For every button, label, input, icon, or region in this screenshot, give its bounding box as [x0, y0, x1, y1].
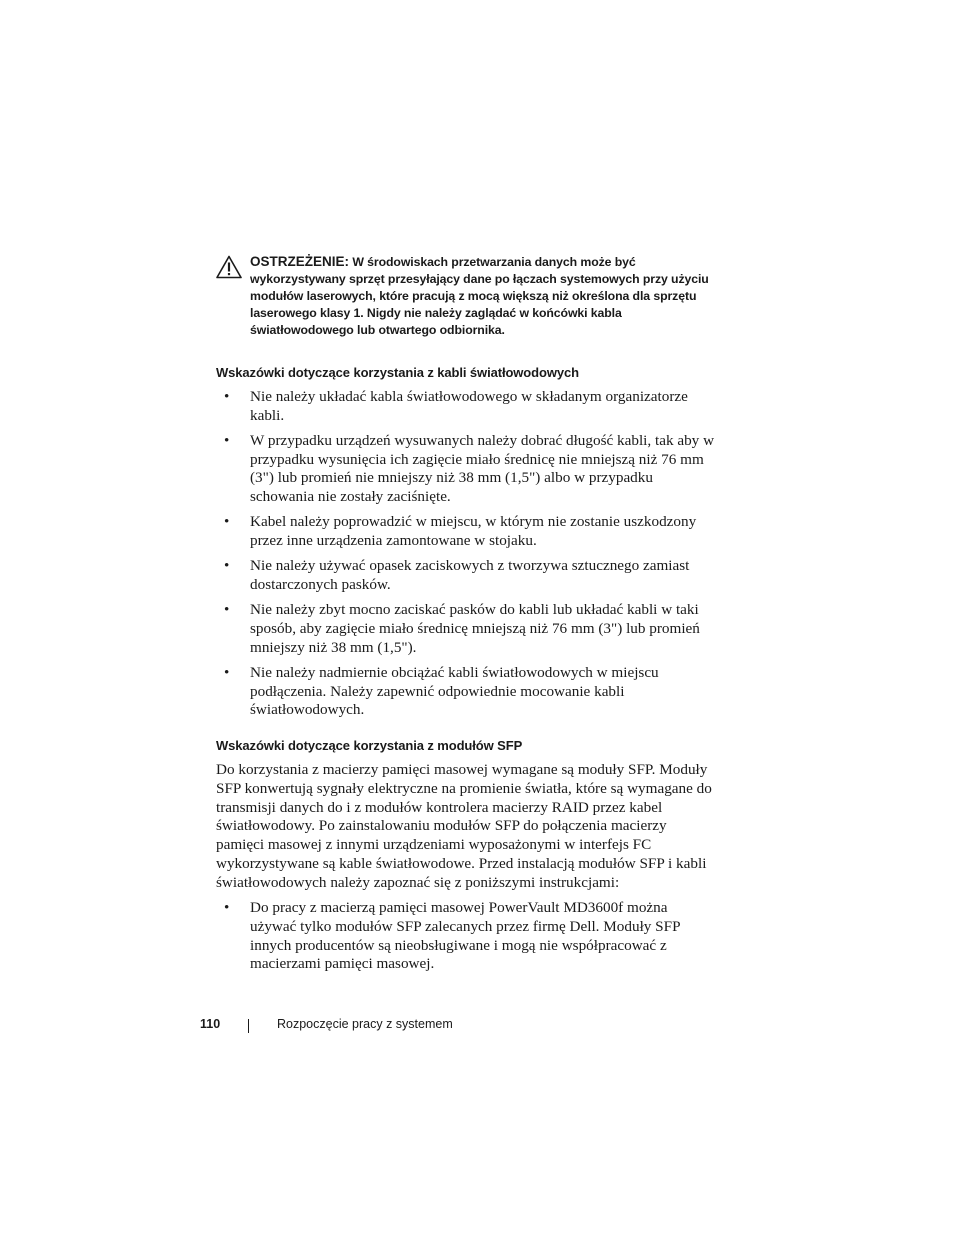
- warning-text: [250, 253, 716, 339]
- bullet-icon: •: [224, 557, 230, 575]
- section-heading-fiber-cables: Wskazówki dotyczące korzystania z kabli światłowodowych: [216, 365, 579, 380]
- sfp-intro-paragraph: Do korzystania z macierzy pamięci masowej wymagane są moduły SFP. Moduły SFP konwertują sygnały elektryczne na promienie światła, które są wymagane do transmisji danych do i z modułów kontrolera macierzy RAID przez kabel światłowodowy. Po zainstalowaniu modułów SFP do połączenia macierzy pamięci masowej z innymi urządzeniami wyposażonymi w interfejs FC wykorzystywane są kable światłowodowe. Przed instalacją modułów SFP i kabli światłowodowych należy zapoznać się z poniższymi instrukcjami:: [216, 761, 712, 891]
- list-item: [216, 601, 716, 657]
- fiber-cable-guidelines-list: [216, 388, 716, 727]
- bullet-icon: •: [224, 663, 230, 681]
- list-item: [216, 388, 716, 426]
- bullet-icon: •: [224, 899, 230, 916]
- list-item-text: Nie należy używać opasek zaciskowych z tworzywa sztucznego zamiast dostarczonych pasków.: [250, 557, 690, 594]
- section-heading-sfp-modules: Wskazówki dotyczące korzystania z modułów SFP: [216, 738, 523, 753]
- sfp-guidelines-list: [216, 899, 716, 980]
- list-item-text: W przypadku urządzeń wysuwanych należy dobrać długość kabli, tak aby w przypadku wysunięcia ich zagięcie miało średnicę nie mniejszą niż 76 mm (3") lub promień nie mniejszy niż 38 mm (1,5") albo w przypadku schowania nie zostały zaciśnięte.: [250, 431, 715, 506]
- warning-notice: [216, 253, 716, 339]
- footer-chapter-title: Rozpoczęcie pracy z systemem: [277, 1017, 453, 1031]
- bullet-icon: •: [224, 431, 230, 449]
- page-number: 110: [200, 1017, 221, 1031]
- list-item-text: Nie należy układać kabla światłowodowego w składanym organizatorze kabli.: [250, 388, 688, 424]
- footer-divider: [248, 1019, 249, 1033]
- list-item-text: Nie należy nadmiernie obciążać kabli światłowodowych w miejscu podłączenia. Należy zapewnić odpowiednie mocowanie kabli światłowodowych.: [250, 663, 659, 719]
- list-item-text: Kabel należy poprowadzić w miejscu, w którym nie zostanie uszkodzony przez inne urządzenia zamontowane w stojaku.: [250, 513, 697, 550]
- list-item: [216, 899, 716, 974]
- list-item-text: Nie należy zbyt mocno zaciskać pasków do kabli lub układać kabli w taki sposób, aby zagięcie miało średnicę mniejszą niż 76 mm (3") lub promień mniejszy niż 38 mm (1,5").: [250, 601, 700, 656]
- warning-label: OSTRZEŻENIE:: [250, 254, 350, 269]
- bullet-icon: •: [224, 513, 230, 531]
- list-item: [216, 513, 716, 551]
- list-item: [216, 664, 716, 720]
- bullet-icon: •: [224, 601, 230, 619]
- warning-body: W środowiskach przetwarzania danych może być wykorzystywany sprzęt przesyłający dane po łączach systemowych przy użyciu modułów laserowych, które pracują z mocą większą niż określona dla sprzętu laserowego klasy 1. Nigdy nie należy zaglądać w końcówki kabla światłowodowego lub otwartego odbiornika.: [250, 255, 709, 337]
- bullet-icon: •: [224, 388, 230, 405]
- list-item: [216, 557, 716, 595]
- warning-triangle-icon: [216, 255, 242, 279]
- list-item: [216, 432, 716, 507]
- list-item-text: Do pracy z macierzą pamięci masowej PowerVault MD3600f można używać tylko modułów SFP zalecanych przez firmę Dell. Moduły SFP innych producentów są nieobsługiwane i mogą nie współpracować z macierzami pamięci masowej.: [250, 899, 680, 973]
